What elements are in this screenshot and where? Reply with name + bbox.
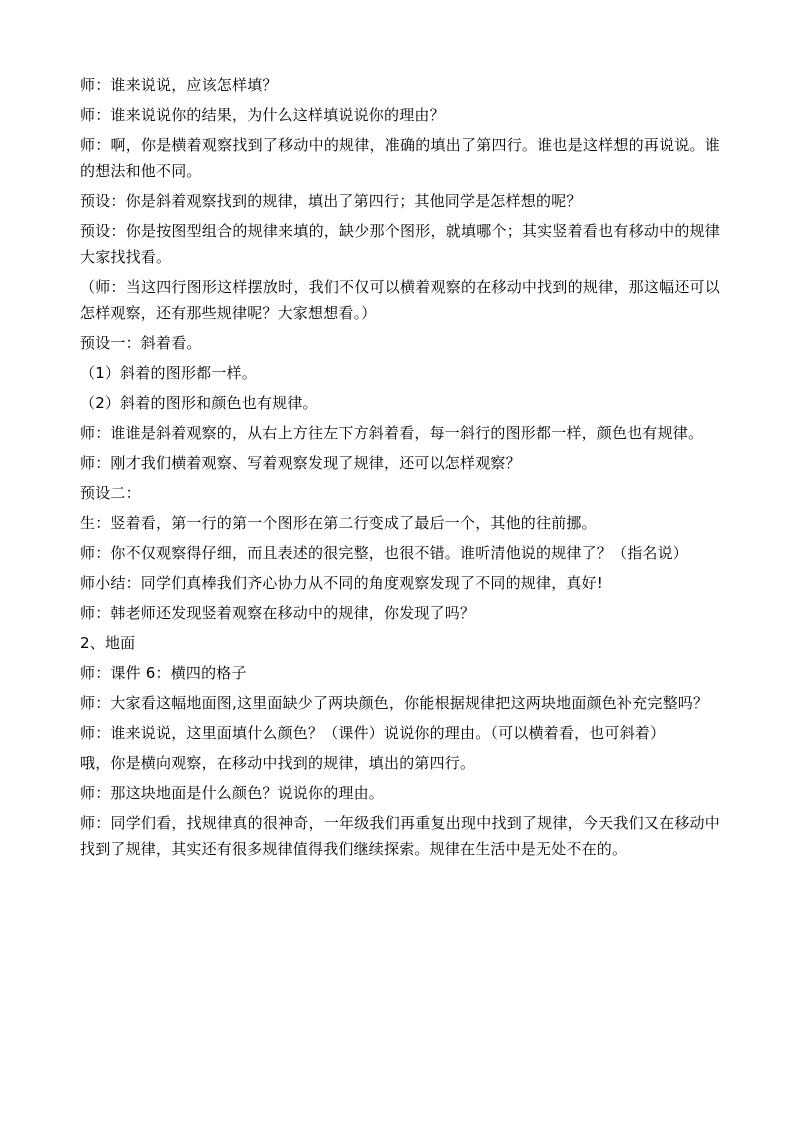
section-heading: 2、地面 — [80, 634, 136, 652]
paragraph-5: 预设：你是按图型组合的规律来填的，缺少那个图形，就填哪个；其实竖着看也有移动中的规律大家找找看。 — [80, 222, 720, 266]
paragraph-7: 预设一：斜着看。 — [80, 334, 202, 352]
paragraph-1: 师：谁来说说，应该怎样填？ — [80, 76, 278, 94]
paragraph-12: 预设二： — [80, 484, 141, 502]
paragraph-6: （师：当这四行图形这样摆放时，我们不仅可以横着观察的在移动中找到的规律，那这幅还可以怎样观察，还有那些规律呢？大家想想看。） — [80, 278, 720, 322]
document-page — [80, 72, 720, 866]
paragraph-21: 哦，你是横向观察，在移动中找到的规律，填出的第四行。 — [80, 754, 476, 772]
paragraph-10: 师：谁谁是斜着观察的，从右上方往左下方斜着看，每一斜行的图形都一样，颜色也有规律。 — [80, 424, 704, 442]
paragraph-9: （2）斜着的图形和颜色也有规律。 — [80, 394, 318, 412]
paragraph-22: 师：那这块地面是什么颜色？说说你的理由。 — [80, 784, 385, 802]
paragraph-15: 师小结：同学们真棒我们齐心协力从不同的角度观察发现了不同的规律，真好! — [80, 574, 604, 592]
paragraph-14: 师：你不仅观察得仔细，而且表述的很完整，也很不错。谁听清他说的规律了？（指名说） — [80, 544, 689, 562]
paragraph-18: 师：课件 6：横四的格子 — [80, 664, 247, 682]
paragraph-3: 师：啊，你是横着观察找到了移动中的规律，准确的填出了第四行。谁也是这样想的再说说。谁的想法和他不同。 — [80, 136, 720, 180]
paragraph-11: 师：刚才我们横着观察、写着观察发现了规律，还可以怎样观察？ — [80, 454, 521, 472]
paragraph-4: 预设：你是斜着观察找到的规律，填出了第四行；其他同学是怎样想的呢？ — [80, 192, 582, 210]
paragraph-8: （1）斜着的图形都一样。 — [80, 364, 257, 382]
paragraph-13: 生：竖着看，第一行的第一个图形在第二行变成了最后一个，其他的往前挪。 — [80, 514, 597, 532]
paragraph-19: 师：大家看这幅地面图,这里面缺少了两块颜色，你能根据规律把这两块地面颜色补充完整吗？ — [80, 694, 709, 712]
paragraph-20: 师：谁来说说，这里面填什么颜色？（课件）说说你的理由。（可以横着看，也可斜着） — [80, 724, 666, 742]
paragraph-2: 师：谁来说说你的结果，为什么这样填说说你的理由？ — [80, 106, 445, 124]
paragraph-23: 师：同学们看，找规律真的很神奇，一年级我们再重复出现中找到了规律，今天我们又在移动中找到了规律，其实还有很多规律值得我们继续探索。规律在生活中是无处不在的。 — [80, 814, 720, 858]
paragraph-16: 师：韩老师还发现竖着观察在移动中的规律，你发现了吗？ — [80, 604, 476, 622]
